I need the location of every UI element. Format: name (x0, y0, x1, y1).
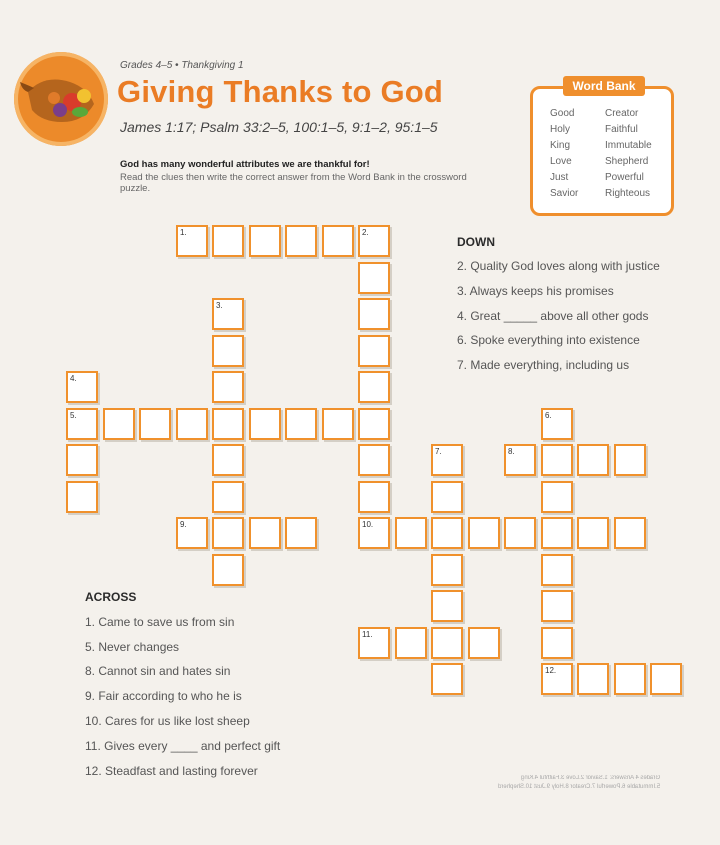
crossword-cell[interactable] (541, 590, 573, 622)
cell-number: 7. (435, 447, 442, 456)
word-bank-word: Holy (550, 124, 571, 135)
crossword-cell[interactable] (285, 517, 317, 549)
footer-answers (498, 774, 660, 792)
crossword-cell[interactable] (541, 481, 573, 513)
crossword-cell[interactable] (212, 444, 244, 476)
down-clue: 4. Great _____ above all other gods (457, 309, 649, 323)
word-bank-word: Powerful (605, 172, 644, 183)
crossword-cell[interactable] (577, 663, 609, 695)
intro-instructions: Read the clues then write the correct answer from the Word Bank in the crossword puzzle. (120, 172, 467, 194)
word-bank-word: King (550, 140, 571, 151)
crossword-cell[interactable] (504, 517, 536, 549)
word-bank-word: Righteous (605, 188, 651, 199)
crossword-cell[interactable] (249, 225, 281, 257)
crossword-cell[interactable] (431, 590, 463, 622)
cornucopia-badge (14, 52, 108, 146)
crossword-cell[interactable] (541, 554, 573, 586)
crossword-cell[interactable] (285, 225, 317, 257)
crossword-cell[interactable] (431, 481, 463, 513)
across-clue: 8. Cannot sin and hates sin (85, 664, 231, 678)
crossword-cell[interactable] (614, 517, 646, 549)
crossword-cell[interactable] (395, 627, 427, 659)
crossword-cell[interactable] (212, 335, 244, 367)
crossword-cell[interactable] (103, 408, 135, 440)
crossword-cell[interactable] (358, 444, 390, 476)
crossword-cell[interactable] (395, 517, 427, 549)
crossword-cell[interactable] (358, 627, 390, 659)
cell-number: 8. (508, 447, 515, 456)
crossword-cell[interactable] (614, 663, 646, 695)
word-bank-word: Good (550, 108, 575, 119)
crossword-cell[interactable] (176, 225, 208, 257)
crossword-cell[interactable] (431, 627, 463, 659)
crossword-cell[interactable] (212, 371, 244, 403)
crossword-cell[interactable] (541, 408, 573, 440)
cell-number: 11. (362, 630, 373, 639)
crossword-cell[interactable] (139, 408, 171, 440)
crossword-cell[interactable] (541, 444, 573, 476)
crossword-cell[interactable] (249, 408, 281, 440)
crossword-cell[interactable] (66, 408, 98, 440)
word-bank-word: Creator (605, 108, 639, 119)
crossword-cell[interactable] (431, 517, 463, 549)
crossword-cell[interactable] (66, 481, 98, 513)
word-bank-word: Faithful (605, 124, 638, 135)
across-clue: 12. Steadfast and lasting forever (85, 764, 258, 778)
cell-number: 9. (180, 520, 187, 529)
crossword-cell[interactable] (468, 517, 500, 549)
crossword-cell[interactable] (176, 408, 208, 440)
crossword-cell[interactable] (212, 408, 244, 440)
crossword-cell[interactable] (358, 335, 390, 367)
crossword-cell[interactable] (176, 517, 208, 549)
footer-answers-line: 5.Immutable 6.Powerful 7.Creator 8.Holy 9.Just 10.Shepherd (498, 784, 661, 790)
crossword-cell[interactable] (212, 517, 244, 549)
page-title: Giving Thanks to God (117, 74, 444, 109)
across-clue: 11. Gives every ____ and perfect gift (85, 739, 281, 753)
down-heading: DOWN (457, 235, 495, 249)
crossword-cell[interactable] (322, 225, 354, 257)
cell-number: 3. (216, 301, 223, 310)
crossword-cell[interactable] (285, 408, 317, 440)
word-bank-title: Word Bank (563, 76, 645, 96)
across-clue: 1. Came to save us from sin (85, 615, 235, 629)
crossword-cell[interactable] (212, 298, 244, 330)
crossword-cell[interactable] (614, 444, 646, 476)
crossword-cell[interactable] (504, 444, 536, 476)
crossword-cell[interactable] (577, 444, 609, 476)
crossword-cell[interactable] (541, 627, 573, 659)
crossword-cell[interactable] (212, 225, 244, 257)
crossword-cell[interactable] (358, 371, 390, 403)
crossword-cell[interactable] (431, 444, 463, 476)
crossword-cell[interactable] (431, 554, 463, 586)
cell-number: 1. (180, 228, 187, 237)
word-bank-word: Shepherd (605, 156, 649, 167)
crossword-cell[interactable] (212, 481, 244, 513)
cornucopia-icon (14, 52, 108, 146)
crossword-cell[interactable] (577, 517, 609, 549)
across-clue: 10. Cares for us like lost sheep (85, 714, 250, 728)
crossword-cell[interactable] (66, 444, 98, 476)
down-clue: 6. Spoke everything into existence (457, 333, 640, 347)
cell-number: 12. (545, 666, 557, 675)
cell-number: 2. (362, 228, 369, 237)
crossword-cell[interactable] (358, 481, 390, 513)
scripture-references: James 1:17; Psalm 33:2–5, 100:1–5, 9:1–2, 95:1–5 (120, 119, 438, 135)
crossword-cell[interactable] (431, 663, 463, 695)
intro-heading: God has many wonderful attributes we are thankful for! (120, 159, 370, 170)
crossword-cell[interactable] (358, 517, 390, 549)
word-bank-word: Savior (550, 188, 579, 199)
down-clue: 3. Always keeps his promises (457, 284, 614, 298)
down-clue: 7. Made everything, including us (457, 358, 630, 372)
crossword-cell[interactable] (322, 408, 354, 440)
crossword-cell[interactable] (541, 517, 573, 549)
word-bank-word: Immutable (605, 140, 652, 151)
crossword-cell[interactable] (541, 663, 573, 695)
crossword-cell[interactable] (468, 627, 500, 659)
crossword-cell[interactable] (358, 408, 390, 440)
word-bank-word: Love (550, 156, 572, 167)
crossword-cell[interactable] (212, 554, 244, 586)
crossword-cell[interactable] (66, 371, 98, 403)
across-clue: 5. Never changes (85, 640, 180, 654)
crossword-cell[interactable] (358, 298, 390, 330)
across-clue: 9. Fair according to who he is (85, 689, 242, 703)
cell-number: 5. (70, 411, 77, 420)
cell-number: 4. (70, 374, 77, 383)
footer-answers-line: Grades 4 Answers: 1.Savior 2.Love 3.Faithful 4.King (521, 775, 661, 781)
cell-number: 6. (545, 411, 552, 420)
crossword-cell[interactable] (358, 225, 390, 257)
crossword-cell[interactable] (650, 663, 682, 695)
crossword-cell[interactable] (249, 517, 281, 549)
across-heading: ACROSS (85, 590, 137, 604)
down-clue: 2. Quality God loves along with justice (457, 259, 660, 273)
word-bank-word: Just (550, 172, 569, 183)
crossword-cell[interactable] (358, 262, 390, 294)
cell-number: 10. (362, 520, 374, 529)
grade-label: Grades 4–5 • Thankgiving 1 (120, 60, 244, 71)
